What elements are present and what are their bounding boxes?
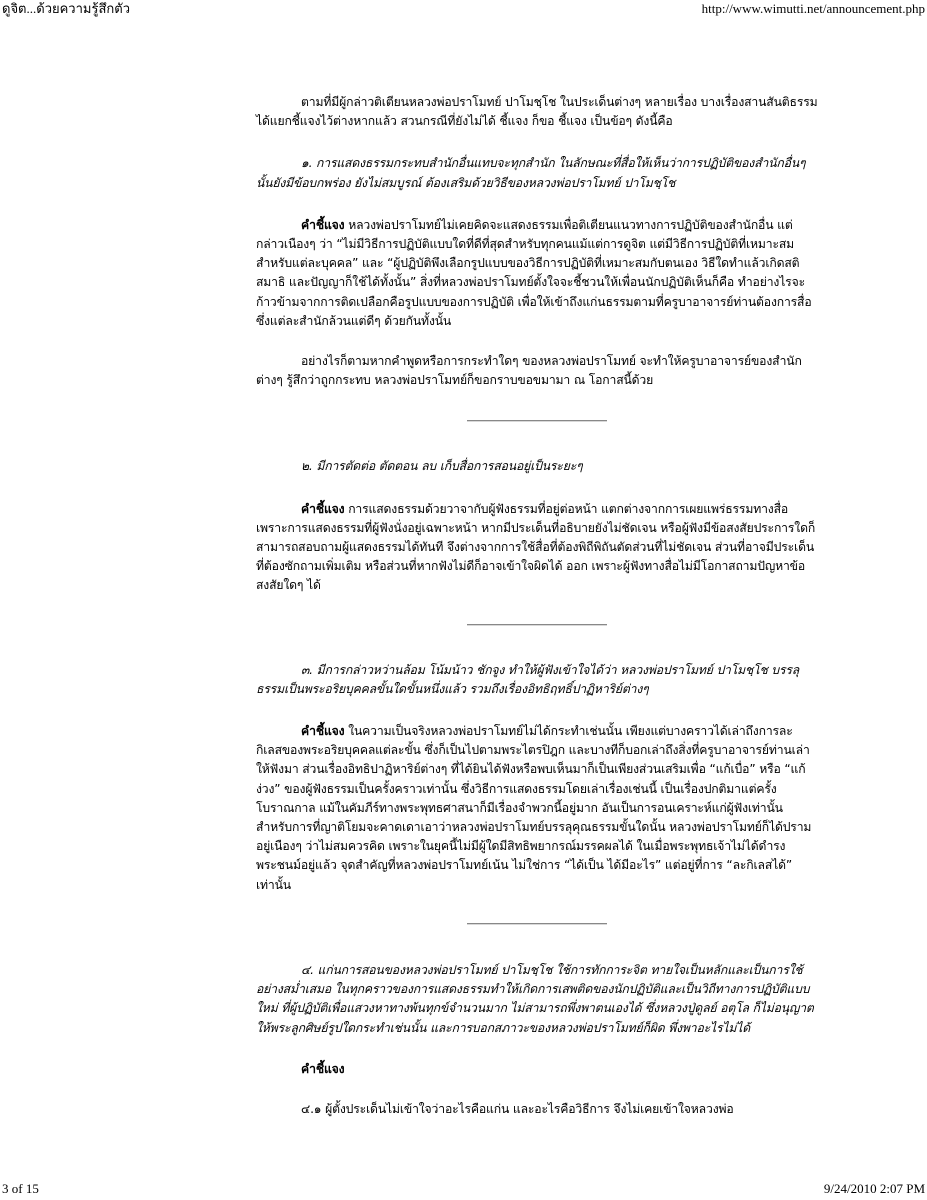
page-number: 3 of 15 <box>2 1181 39 1196</box>
issue-2: ๒. มีการตัดต่อ ตัดตอน ลบ เก็บสื่อการสอนอยู่เป็นระยะๆ <box>301 459 583 474</box>
answer-label: คำชี้แจง <box>301 501 345 516</box>
answer-1-text: หลวงพ่อปราโมทย์ไม่เคยคิดจะแสดงธรรมเพื่อติเตียนแนวทางการปฏิบัติของสำนักอื่น แต่กล่าวเนืองๆ ว่า “ไม่มีวิธีการปฏิบัติแบบใดที่ดีที่สุดสำหรับทุกคนแม้แต่การดูจิต แต่มีวิธีการปฏิบัติที่เหมาะสมสำหรับแต่ละบุคคล” และ “ผู้ปฏิบัติพึงเลือกรูปแบบของวิธีการปฏิบัติที่เหมาะสมกับตนเอง วิธีใดทำแล้วเกิดสติ สมาธิ และปัญญาก็ใช้ได้ทั้งนั้น” สิ่งที่หลวงพ่อปราโมทย์ตั้งใจจะชี้ชวนให้เพื่อนนักปฏิบัติเห็นก็คือ ทำอย่างไรจะก้าวข้ามจากการติดเปลือกคือรูปแบบของการปฏิบัติ เพื่อให้เข้าถึงแก่นธรรมตามที่ครูบาอาจารย์ท่านต้องการสื่อ ซึ่งแต่ละสำนักล้วนแต่ดีๆ ด้วยกันทั้งนั้น <box>256 217 812 328</box>
print-header <box>2 1 925 17</box>
answer-3 <box>256 722 818 895</box>
print-footer <box>2 1181 925 1197</box>
page-title: ดูจิต...ด้วยความรู้สึกตัว <box>2 1 131 16</box>
section-divider <box>467 923 607 925</box>
answer-2-text: การแสดงธรรมด้วยวาจากับผู้ฟังธรรมที่อยู่ต่อหน้า แตกต่างจากการเผยแพร่ธรรมทางสื่อ เพราะการแสดงธรรมที่ผู้ฟังนั่งอยู่เฉพาะหน้า หากมีประเด็นที่อธิบายยังไม่ชัดเจน หรือผู้ฟังมีข้อสงสัยประการใดก็สามารถสอบถามผู้แสดงธรรมได้ทันที จึงต่างจากการใช้สื่อที่ต้องพิถีพิถันตัดส่วนที่ไม่ชัดเจน ส่วนที่อาจมีประเด็นที่ต้องซักถามเพิ่มเติม หรือส่วนที่หากฟังไม่ดีก็อาจเข้าใจผิดได้ ออก เพราะผู้ฟังทางสื่อไม่มีโอกาสถามปัญหาข้อสงสัยใดๆ ได้ <box>256 501 816 593</box>
issue-1: ๑. การแสดงธรรมกระทบสำนักอื่นแทบจะทุกสำนัก ในลักษณะที่สื่อให้เห็นว่าการปฏิบัติของสำนักอื่นๆนั้นยังมีข้อบกพร่อง ยังไม่สมบูรณ์ ต้องเสริมด้วยวิธีของหลวงพ่อปราโมทย์ ปาโมชฺโช <box>256 156 806 190</box>
answer-3-text: ในความเป็นจริงหลวงพ่อปราโมทย์ไม่ได้กระทำเช่นนั้น เพียงแต่บางคราวได้เล่าถึงการละกิเลสของพระอริยบุคคลแต่ละขั้น ซึ่งก็เป็นไปตามพระไตรปิฎก และบางทีก็บอกเล่าถึงสิ่งที่ครูบาอาจารย์ท่านเล่าให้ฟังมา ส่วนเรื่องอิทธิปาฏิหาริย์ต่างๆ ที่ได้ยินได้ฟังหรือพบเห็นมาก็เป็นเพียงส่วนเสริมเพื่อ “แก้เบื่อ” หรือ “แก้ง่วง” ของผู้ฟังธรรมเป็นครั้งคราวเท่านั้น ซึ่งวิธีการแสดงธรรมโดยเล่าเรื่องเช่นนี้ เป็นเรื่องปกติมาแต่ครั้งโบราณกาล แม้ในคัมภีร์ทางพระพุทธศาสนาก็มีเรื่องจำพวกนี้อยู่มาก อันเป็นการอนเคราะห์แก่ผู้ฟังเท่านั้น สำหรับการที่ญาติโยมจะคาดเดาเอาว่าหลวงพ่อปราโมทย์บรรลุคุณธรรมขั้นใดนั้น หลวงพ่อปราโมทย์ก็ได้ปรามอยู่เนืองๆ ว่าไม่สมควรคิด เพราะในยุคนี้ไม่มีผู้ใดมีสิทธิพยากรณ์มรรคผลได้ ในเมื่อพระพุทธเจ้าไม่ได้ดำรงพระชนม์อยู่แล้ว จุดสำคัญที่หลวงพ่อปราโมทย์เน้น ไม่ใช่การ “ได้เป็น ได้มีอะไร” แต่อยู่ที่การ “ละกิเลสได้” เท่านั้น <box>256 724 812 892</box>
answer-label: คำชี้แจง <box>301 724 345 739</box>
print-datetime: 9/24/2010 2:07 PM <box>823 1181 925 1196</box>
issue-4: ๔. แก่นการสอนของหลวงพ่อปราโมทย์ ปาโมชฺโช ใช้การทักการะจิต ทายใจเป็นหลักและเป็นการใช้อย่างสม่ำเสมอ ในทุกคราวของการแสดงธรรมทำให้เกิดการเสพติดของนักปฏิบัติและเป็นวิถีทางการปฏิบัติแบบใหม่ ที่ผู้ปฏิบัติเพื่อแสวงหาทางพ้นทุกข์จำนวนมาก ไม่สามารถพึ่งพาตนเองได้ ซึ่งหลวงปู่ดูลย์ อตุโล ก็ไม่อนุญาตให้พระลูกศิษย์รูปใดกระทำเช่นนั้น และการบอกสภาวะของหลวงพ่อปราโมทย์ก็ผิด พึ่งพาอะไรไม่ได้ <box>256 962 814 1035</box>
answer-1-continued: อย่างไรก็ตามหากคำพูดหรือการกระทำใดๆ ของหลวงพ่อปราโมทย์ จะทำให้ครูบาอาจารย์ของสำนักต่างๆ รู้สึกว่าถูกกระทบ หลวงพ่อปราโมทย์ก็ขอกราบขอขมามา ณ โอกาสนี้ด้วย <box>256 354 802 388</box>
issue-3: ๓. มีการกล่าวหว่านล้อม โน้มน้าว ชักจูง ทำให้ผู้ฟังเข้าใจได้ว่า หลวงพ่อปราโมทย์ ปาโมชฺโช บรรลุธรรมเป็นพระอริยบุคคลขั้นใดขั้นหนึ่งแล้ว รวมถึงเรื่องอิทธิฤทธิ์ปาฏิหาริย์ต่างๆ <box>256 662 800 696</box>
section-divider <box>467 420 607 422</box>
answer-label: คำชี้แจง <box>301 217 345 232</box>
answer-2 <box>256 500 818 596</box>
section-divider <box>467 624 607 626</box>
answer-4-1: ๔.๑ ผู้ตั้งประเด็นไม่เข้าใจว่าอะไรคือแก่น และอะไรคือวิธีการ จึงไม่เคยเข้าใจหลวงพ่อ <box>301 1101 734 1116</box>
answer-1 <box>256 216 818 331</box>
announcement-body <box>256 93 818 1119</box>
answer-4-label: คำชี้แจง <box>301 1061 345 1076</box>
intro-paragraph: ตามที่มีผู้กล่าวติเตียนหลวงพ่อปราโมทย์ ปาโมชฺโช ในประเด็นต่างๆ หลายเรื่อง บางเรื่องสานสันติธรรมได้แยกชี้แจงไว้ต่างหากแล้ว สวนกรณีที่ยังไม่ได้ ชี้แจง ก็ขอ ชี้แจง เป็นข้อๆ ดังนี้คือ <box>256 95 818 129</box>
page-url: http://www.wimutti.net/announcement.php <box>701 1 925 16</box>
